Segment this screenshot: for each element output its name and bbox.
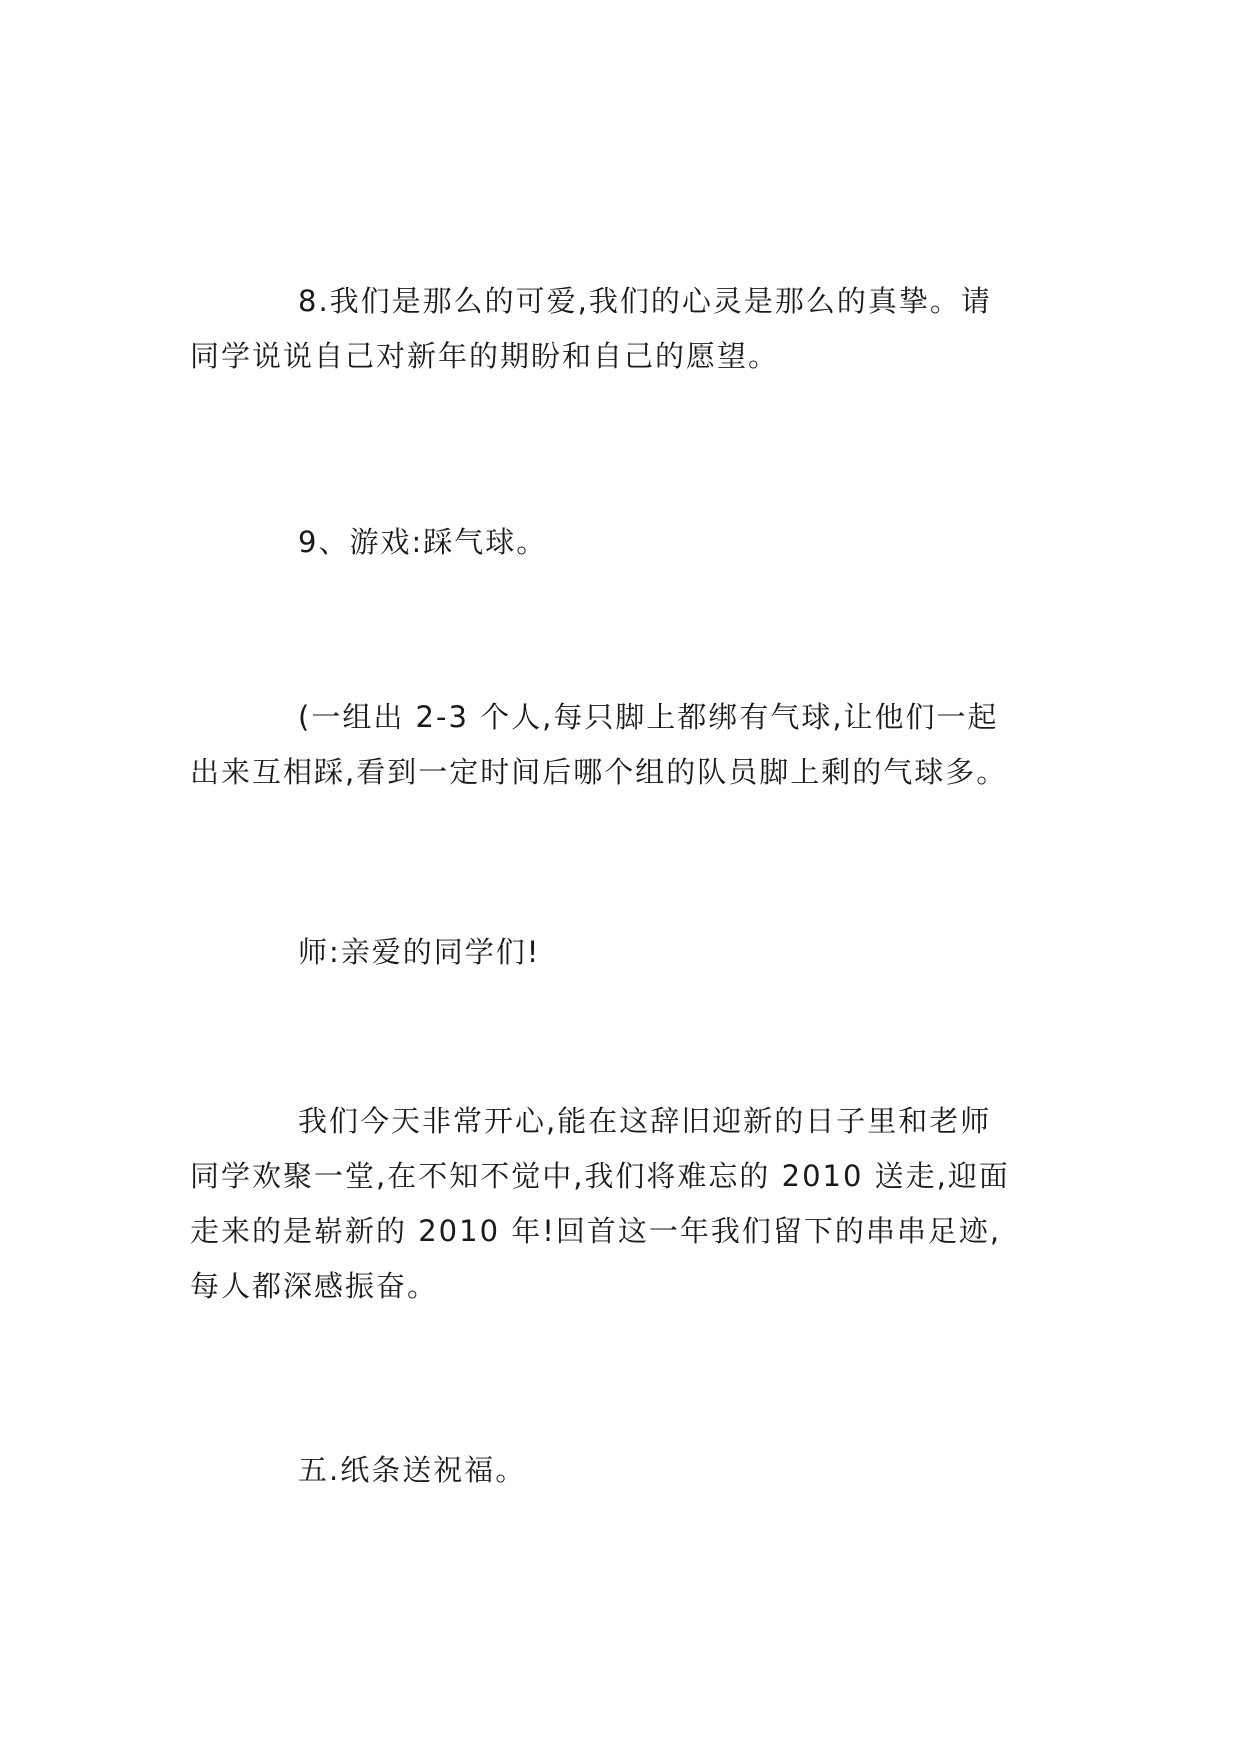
paragraph-line: 9、游戏:踩气球。 — [298, 525, 548, 559]
paragraph-wish-sharing — [190, 274, 1060, 384]
paragraph-line: 我们今天非常开心,能在这辞旧迎新的日子里和老师 — [298, 1104, 992, 1138]
paragraph-line: 出来互相踩,看到一定时间后哪个组的队员脚上剩的气球多。 — [190, 755, 1008, 789]
paragraph-game-rules — [190, 690, 1060, 800]
paragraph-line: 同学欢聚一堂,在不知不觉中,我们将难忘的 2010 送走,迎面 — [190, 1159, 1010, 1193]
paragraph-line: 8.我们是那么的可爱,我们的心灵是那么的真挚。请 — [298, 284, 992, 318]
paragraph-line: 五.纸条送祝福。 — [298, 1453, 527, 1487]
paragraph-teacher-speech — [190, 1094, 1060, 1314]
section-heading-blessings — [190, 1443, 1060, 1498]
paragraph-line: 走来的是崭新的 2010 年!回首这一年我们留下的串串足迹, — [190, 1214, 1002, 1248]
paragraph-line: 每人都深感振奋。 — [190, 1269, 439, 1303]
paragraph-line: 同学说说自己对新年的期盼和自己的愿望。 — [190, 339, 780, 373]
paragraph-game-title — [190, 515, 1060, 570]
paragraph-teacher-greeting — [190, 925, 1060, 980]
paragraph-line: (一组出 2-3 个人,每只脚上都绑有气球,让他们一起 — [298, 700, 999, 734]
paragraph-line: 师:亲爱的同学们! — [298, 935, 541, 969]
